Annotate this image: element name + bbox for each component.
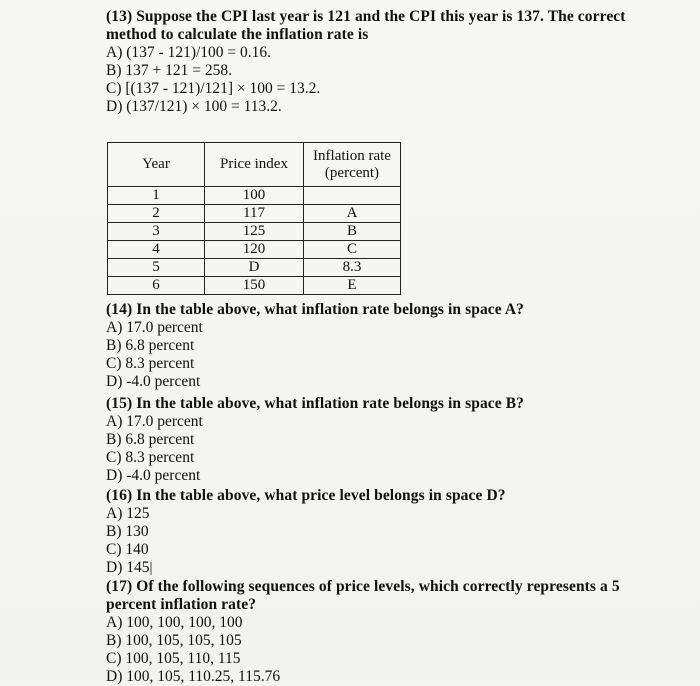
cell-rate xyxy=(304,187,401,205)
question-14-option-c: C ) 8.3 percent xyxy=(106,355,676,373)
question-13-option-d: D ) (137/121) × 100 = 113.2. xyxy=(106,98,676,116)
question-13-option-c: C ) [(137 - 121)/121] × 100 = 13.2. xyxy=(106,80,676,98)
table-row xyxy=(108,205,401,223)
question-13 xyxy=(106,8,676,116)
cell-year: 3 xyxy=(108,223,205,241)
table-row xyxy=(108,277,401,295)
question-16-option-d: D ) 145| xyxy=(106,559,676,577)
question-14-option-b: B ) 6.8 percent xyxy=(106,337,676,355)
question-17 xyxy=(106,578,676,686)
question-17-stem-line-2: percent inflation rate? xyxy=(106,596,257,613)
question-16-option-b: B ) 130 xyxy=(106,523,676,541)
table-row xyxy=(108,259,401,277)
question-15-option-a: A ) 17.0 percent xyxy=(106,413,676,431)
question-16 xyxy=(106,487,676,577)
question-13-stem-line-1: (13) Suppose the CPI last year is 121 and the CPI this year is 137. The correct xyxy=(106,8,626,25)
cell-rate: A xyxy=(304,205,401,223)
cell-rate: B xyxy=(304,223,401,241)
cell-price: 150 xyxy=(205,277,304,295)
text-cursor-icon: | xyxy=(149,560,153,576)
cell-rate: E xyxy=(304,277,401,295)
cell-rate: 8.3 xyxy=(304,259,401,277)
question-17-option-b: B ) 100, 105, 105, 105 xyxy=(106,632,676,650)
question-14-option-d: D ) -4.0 percent xyxy=(106,373,676,391)
question-15-stem: (15) In the table above, what inflation rate belongs in space B? xyxy=(106,395,525,412)
question-17-option-c: C ) 100, 105, 110, 115 xyxy=(106,650,676,668)
question-17-option-d: D ) 100, 105, 110.25, 115.76 xyxy=(106,668,676,686)
question-17-option-a: A ) 100, 100, 100, 100 xyxy=(106,614,676,632)
question-17-stem-line-1: (17) Of the following sequences of price levels, which correctly represents a 5 xyxy=(106,578,620,595)
header-inflation-rate: Inflation rate (percent) xyxy=(304,143,401,187)
cell-price: 120 xyxy=(205,241,304,259)
table-row xyxy=(108,241,401,259)
cell-price: 117 xyxy=(205,205,304,223)
question-16-option-c: C ) 140 xyxy=(106,541,676,559)
question-14-option-a: A ) 17.0 percent xyxy=(106,319,676,337)
table-header-row xyxy=(108,143,401,187)
question-15-option-d: D ) -4.0 percent xyxy=(106,467,676,485)
cell-year: 5 xyxy=(108,259,205,277)
question-14-stem: (14) In the table above, what inflation rate belongs in space A? xyxy=(106,301,525,318)
question-15 xyxy=(106,395,676,485)
question-13-option-a: A ) (137 - 121)/100 = 0.16. xyxy=(106,44,676,62)
table-row xyxy=(108,223,401,241)
price-index-table xyxy=(107,142,401,295)
question-16-stem: (16) In the table above, what price level belongs in space D? xyxy=(106,487,506,504)
header-year: Year xyxy=(108,143,205,187)
cell-rate: C xyxy=(304,241,401,259)
question-13-option-b: B ) 137 + 121 = 258. xyxy=(106,62,676,80)
question-14 xyxy=(106,301,676,391)
cell-price: 125 xyxy=(205,223,304,241)
table-row xyxy=(108,187,401,205)
cell-year: 1 xyxy=(108,187,205,205)
header-price-index: Price index xyxy=(205,143,304,187)
cell-price: D xyxy=(205,259,304,277)
question-16-option-a: A ) 125 xyxy=(106,505,676,523)
cell-year: 2 xyxy=(108,205,205,223)
cell-year: 6 xyxy=(108,277,205,295)
cell-price: 100 xyxy=(205,187,304,205)
question-15-option-c: C ) 8.3 percent xyxy=(106,449,676,467)
question-15-option-b: B ) 6.8 percent xyxy=(106,431,676,449)
cell-year: 4 xyxy=(108,241,205,259)
question-13-stem-line-2: method to calculate the inflation rate is xyxy=(106,26,369,43)
